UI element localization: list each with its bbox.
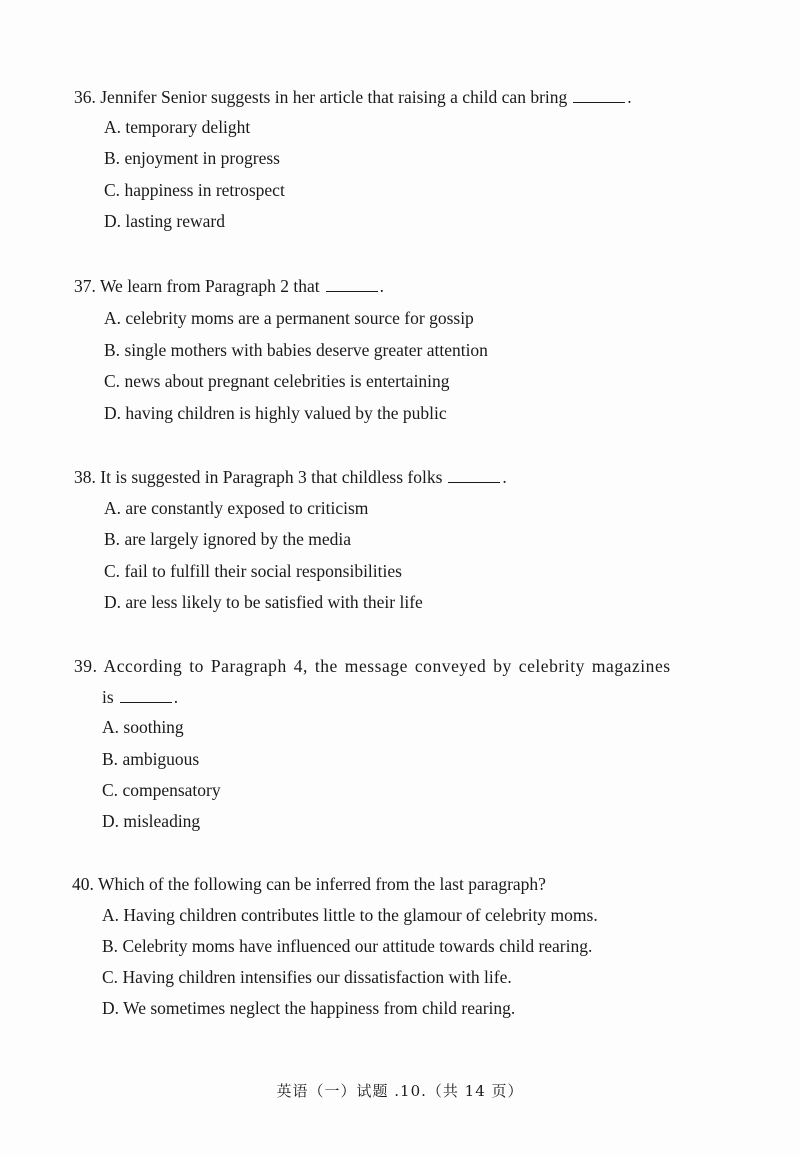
stem-period: .	[379, 276, 384, 296]
answer-blank	[120, 688, 172, 703]
page-footer: 英语（一）试题 .10.（共 14 页）	[276, 1082, 524, 1100]
option-letter: C.	[102, 780, 119, 800]
option-text: compensatory	[122, 780, 221, 800]
option-c	[104, 370, 450, 392]
question-stem	[72, 873, 546, 895]
answer-blank	[448, 468, 500, 483]
option-a	[104, 116, 250, 138]
option-a	[102, 716, 184, 738]
question-text-line2: is	[102, 687, 114, 707]
question-text: We learn from Paragraph 2 that	[99, 276, 320, 296]
option-letter: B.	[104, 148, 121, 168]
option-letter: D.	[104, 403, 122, 423]
option-text: enjoyment in progress	[124, 148, 280, 168]
option-letter: B.	[104, 340, 121, 360]
question-text: Jennifer Senior suggests in her article that raising a child can bring	[100, 87, 568, 107]
option-letter: C.	[104, 371, 121, 391]
question-stem	[74, 86, 632, 108]
option-text: Celebrity moms have influenced our attitude towards child rearing.	[122, 936, 593, 956]
option-b	[104, 339, 488, 361]
option-letter: B.	[102, 936, 119, 956]
option-b	[104, 147, 280, 169]
option-a	[102, 904, 598, 926]
option-d	[102, 997, 515, 1019]
option-letter: C.	[104, 561, 121, 581]
option-a	[104, 307, 474, 329]
option-text: lasting reward	[125, 211, 226, 231]
option-text: are largely ignored by the media	[124, 529, 352, 549]
question-number: 39.	[74, 656, 98, 676]
option-letter: A.	[104, 117, 122, 137]
option-c	[102, 966, 512, 988]
option-text: misleading	[123, 811, 201, 831]
option-text: Having children contributes little to the glamour of celebrity moms.	[123, 905, 598, 925]
option-text: Having children intensifies our dissatisfaction with life.	[122, 967, 512, 987]
question-text: Which of the following can be inferred from the last paragraph?	[97, 874, 546, 894]
option-text: fail to fulfill their social responsibilities	[124, 561, 402, 581]
option-text: celebrity moms are a permanent source for gossip	[125, 308, 474, 328]
option-d	[104, 591, 423, 613]
option-letter: B.	[102, 749, 119, 769]
option-letter: D.	[102, 998, 120, 1018]
option-letter: A.	[104, 498, 122, 518]
option-b	[104, 528, 351, 550]
question-stem	[74, 655, 671, 677]
question-number: 40.	[72, 874, 94, 894]
question-number: 36.	[74, 87, 96, 107]
option-c	[104, 560, 402, 582]
option-letter: D.	[104, 211, 122, 231]
question-stem	[74, 275, 384, 297]
question-stem	[74, 466, 507, 488]
option-b	[102, 748, 199, 770]
option-letter: D.	[102, 811, 120, 831]
option-b	[102, 935, 592, 957]
option-d	[104, 402, 447, 424]
option-d	[104, 210, 225, 232]
option-letter: C.	[104, 180, 121, 200]
option-letter: A.	[102, 717, 120, 737]
option-text: single mothers with babies deserve greater attention	[124, 340, 488, 360]
option-c	[102, 779, 221, 801]
answer-blank	[573, 88, 625, 103]
stem-period: .	[627, 87, 632, 107]
option-text: soothing	[123, 717, 184, 737]
option-text: are constantly exposed to criticism	[125, 498, 369, 518]
question-text: According to Paragraph 4, the message conveyed by celebrity magazines	[103, 656, 671, 676]
stem-period: .	[502, 467, 507, 487]
option-letter: D.	[104, 592, 122, 612]
answer-blank	[326, 277, 378, 292]
option-c	[104, 179, 285, 201]
option-letter: C.	[102, 967, 119, 987]
question-number: 38.	[74, 467, 96, 487]
question-number: 37.	[74, 276, 96, 296]
stem-period: .	[173, 687, 179, 707]
option-text: news about pregnant celebrities is entertaining	[124, 371, 450, 391]
option-text: We sometimes neglect the happiness from child rearing.	[123, 998, 516, 1018]
option-letter: B.	[104, 529, 121, 549]
option-text: ambiguous	[122, 749, 200, 769]
option-text: happiness in retrospect	[124, 180, 285, 200]
question-text: It is suggested in Paragraph 3 that childless folks	[100, 467, 443, 487]
option-a	[104, 497, 368, 519]
question-stem-continued	[102, 686, 178, 708]
option-text: having children is highly valued by the public	[125, 403, 447, 423]
option-letter: A.	[104, 308, 122, 328]
option-text: temporary delight	[125, 117, 251, 137]
option-d	[102, 810, 200, 832]
option-letter: A.	[102, 905, 120, 925]
option-text: are less likely to be satisfied with their life	[125, 592, 423, 612]
